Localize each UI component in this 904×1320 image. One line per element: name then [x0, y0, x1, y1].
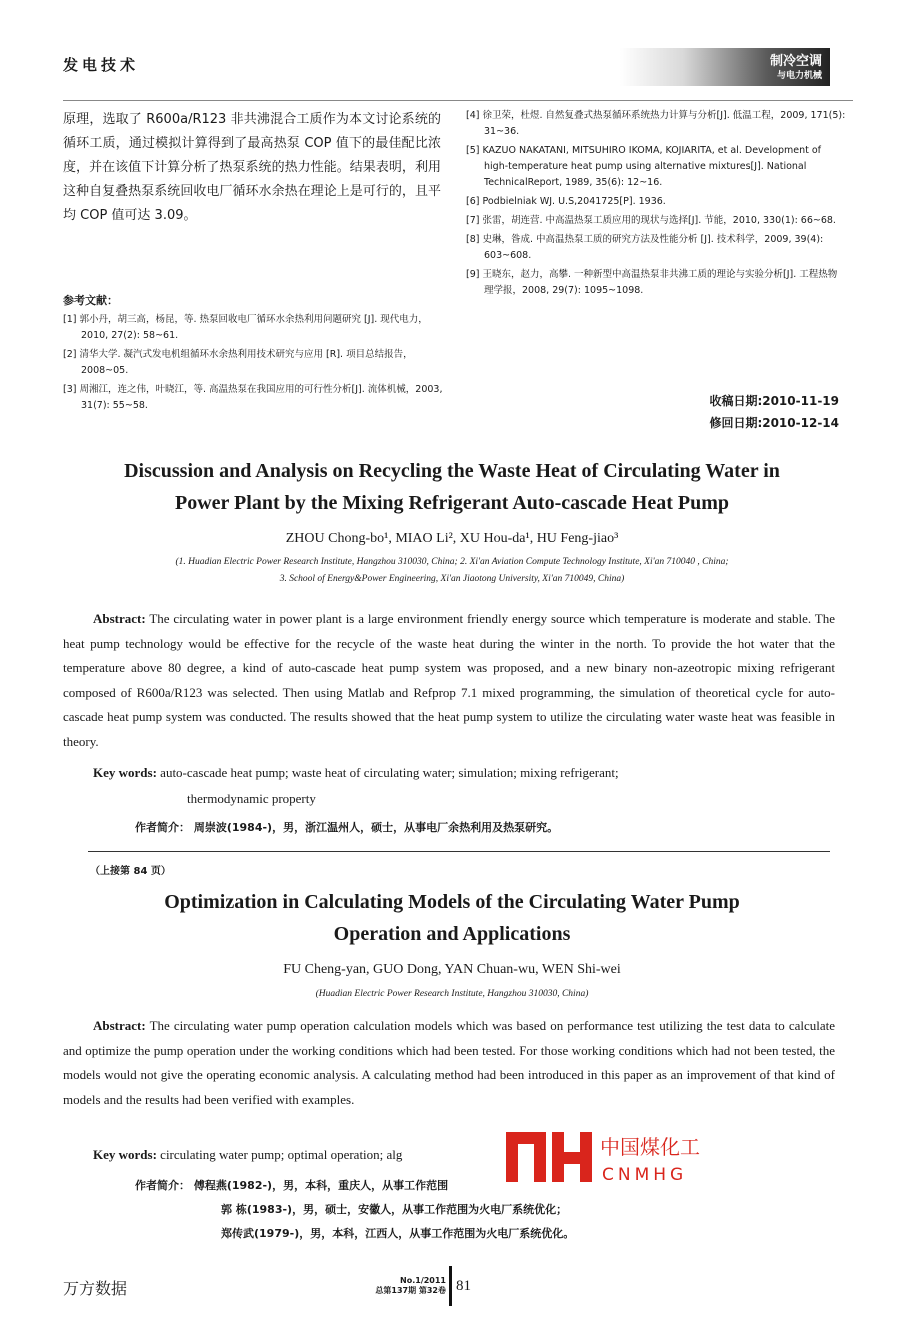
issue-volume: 总第137期 第32卷 [375, 1286, 446, 1295]
reference-item: [4] 徐卫荣，杜煜. 自然复叠式热泵循环系统热力计算与分析[J]. 低温工程，2009, 171(5): 31~36. [466, 110, 846, 137]
article2-title-line2: Operation and Applications [333, 923, 571, 945]
references-list-left [63, 312, 443, 417]
conclusion-paragraph: 原理，选取了 R600a/R123 非共沸混合工质作为本文讨论系统的循环工质，通过模拟计算得到了最高热泵 COP 值下的最佳配比浓度，并在该值下计算分析了热泵系统的热力性能。结果表明，利用这种自复叠热泵系统回收电厂循环水余热在理论上是可行的，且平均 COP 值可达 3.09。 [63, 112, 441, 223]
reference-item: [5] KAZUO NAKATANI, MITSUHIRO IKOMA, KOJIARITA, et al. Development of high-temperature heat pump using alternative mixtures[J]. National TechnicalReport, 1989, 35(6): 12~16. [466, 145, 822, 188]
section-divider [88, 851, 830, 852]
bio-text: 郑传武(1979-)，男，本科，江西人，从事工作范围为火电厂系统优化。 [221, 1227, 575, 1240]
keywords-text: circulating water pump; optimal operation; alg [160, 1147, 403, 1162]
footer-source: 万方数据 [63, 1279, 128, 1298]
page-number: 81 [456, 1278, 471, 1294]
article2-title [60, 886, 844, 950]
article1-affiliations [60, 554, 844, 588]
article2-keywords [93, 1143, 402, 1167]
article1-affil-line1: (1. Huadian Electric Power Research Institute, Hangzhou 310030, China; 2. Xi'an Aviation Compute Technology Institute, Xi'an 710040 , China; [175, 557, 729, 567]
article2-abstract [63, 1014, 835, 1112]
watermark-en: CNMHG [602, 1165, 688, 1185]
brand-sub-text: 与电力机械 [776, 71, 822, 81]
article2-title-line1: Optimization in Calculating Models of the Circulating Water Pump [164, 891, 740, 913]
footer-issue [360, 1276, 446, 1296]
brand-main-text: 制冷空调 [769, 54, 822, 69]
references-title: 参考文献： [63, 294, 118, 307]
article1-title-line1: Discussion and Analysis on Recycling the Waste Heat of Circulating Water in [124, 460, 780, 482]
footer-divider [449, 1266, 452, 1306]
reference-item: [6] Podbielniak WJ. U.S,2041725[P]. 1936. [466, 196, 666, 207]
journal-brand-banner [620, 48, 830, 86]
cnmhg-logo-icon [500, 1128, 710, 1186]
article1-affil-line2: 3. School of Energy&Power Engineering, Xi'an Jiaotong University, Xi'an 710049, China) [279, 574, 625, 584]
reference-item: [8] 史琳，昝成. 中高温热泵工质的研究方法及性能分析 [J]. 技术科学，2009, 39(4): 603~608. [466, 234, 824, 261]
abstract-text: The circulating water pump operation calculation models which was based on performance test utilizing the test data to calculate and optimize the pump operation under the working conditions which had been tested. For those working conditions which had not been tested, the models would not give the operating economic analysis. A calculating method had been introduced in this paper as an improvement of that kind of models and the results had been verified with examples. [63, 1018, 836, 1107]
article1-keywords [93, 761, 619, 785]
abstract-text: The circulating water in power plant is a large environment friendly energy source which temperature is moderate and stable. The heat pump technology would be effective for the recycle of the waste heat during the winter in the north. To provide the hot water that the temperature above 80 degree, a kind of auto-cascade heat pump system was proposed, and a new binary non-azeotropic mixing refrigerant composed of R600a/R123 was selected. Then using Matlab and Refprop 7.1 mixed programming, the simulation of theoretical cycle for auto-cascade heat pump system was conducted. The results showed that the heat pump system to utilize the circulating water waste heat was feasible in theory. [63, 611, 836, 749]
reference-item: [3] 周湘江，连之伟，叶晓江，等. 高温热泵在我国应用的可行性分析[J]. 流体机械，2003, 31(7): 55~58. [63, 384, 443, 411]
reference-item: [1] 郭小丹，胡三高，杨昆，等. 热泵回收电厂循环水余热利用问题研究 [J]. 现代电力，2010, 27(2): 58~61. [63, 314, 428, 341]
bio-text: 郭 栋(1983-)，男，硕士，安徽人，从事工作范围为火电厂系统优化； [221, 1203, 568, 1216]
article1-keywords-cont: thermodynamic property [187, 791, 316, 806]
reference-item: [9] 王晓东，赵力，高攀. 一种新型中高温热泵非共沸工质的理论与实验分析[J]. 工程热物理学报，2008, 29(7): 1095~1098. [466, 269, 838, 296]
article-dates [655, 390, 839, 434]
watermark-cn: 中国煤化工 [600, 1135, 700, 1159]
keywords-text: auto-cascade heat pump; waste heat of circulating water; simulation; mixing refrigerant; [160, 765, 619, 780]
bio-label: 作者简介： [135, 1179, 190, 1192]
abstract-label: Abstract: [93, 1018, 146, 1033]
article2-authors: FU Cheng-yan, GUO Dong, YAN Chuan-wu, WEN Shi-wei [283, 962, 621, 977]
bio-text: 周崇波(1984-)，男，浙江温州人，硕士，从事电厂余热利用及热泵研究。 [193, 821, 559, 834]
issue-number: No.1/2011 [400, 1276, 446, 1285]
cnmhg-watermark-logo [500, 1128, 710, 1186]
article1-author-bio [135, 819, 558, 835]
bio-text: 傅程燕(1982-)，男，本科，重庆人，从事工作范围 [193, 1179, 449, 1192]
references-list-right [466, 108, 846, 302]
revised-date: 修回日期:2010-12-14 [709, 416, 839, 430]
continuation-note: （上接第 84 页） [90, 866, 171, 877]
keywords-label: Key words: [93, 1147, 157, 1162]
header-divider [63, 100, 853, 101]
journal-name: 发电技术 [63, 56, 140, 74]
article1-authors: ZHOU Chong-bo¹, MIAO Li², XU Hou-da¹, HU Feng-jiao³ [285, 531, 619, 546]
bio-label: 作者简介： [135, 821, 190, 834]
article2-affiliation: (Huadian Electric Power Research Institute, Hangzhou 310030, China) [315, 989, 589, 999]
reference-item: [2] 清华大学. 凝汽式发电机组循环水余热利用技术研究与应用 [R]. 项目总结报告，2008~05. [63, 349, 413, 376]
article1-title-line2: Power Plant by the Mixing Refrigerant Auto-cascade Heat Pump [175, 492, 729, 514]
article1-abstract [63, 607, 835, 754]
article1-title [60, 455, 844, 519]
reference-item: [7] 张雷，胡连营. 中高温热泵工质应用的现状与选择[J]. 节能，2010, 330(1): 66~68. [466, 215, 836, 226]
received-date: 收稿日期:2010-11-19 [709, 394, 839, 408]
keywords-label: Key words: [93, 765, 157, 780]
abstract-label: Abstract: [93, 611, 146, 626]
